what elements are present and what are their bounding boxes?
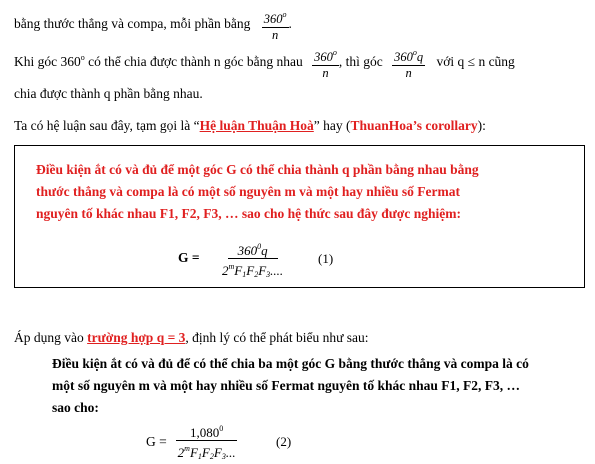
para-part1: Áp dụng vào xyxy=(14,330,88,345)
corollary-name-vi: Hệ luận Thuận Hoà xyxy=(199,118,314,133)
eq1-F: F xyxy=(234,263,243,278)
line4-part3: ): xyxy=(477,118,486,133)
line4-part1: Ta có hệ luận sau đây, tạm gọi là “ xyxy=(14,118,200,133)
eq2-lhs: G = xyxy=(146,434,167,449)
fraction-360q-over-n xyxy=(392,46,425,80)
frac-num-tail: q xyxy=(416,50,424,64)
eq2-den-tail: ... xyxy=(225,445,236,460)
box-line-3: nguyên tố khác nhau F1, F2, F3, … sao cho hệ thức sau đây được nghiệm: xyxy=(36,206,461,221)
frac-num: 360 xyxy=(314,50,333,64)
frac-num: 360 xyxy=(263,12,283,26)
box-line-2: thước thẳng và compa là có một số nguyên m và một hay nhiều số Fermat xyxy=(36,184,460,199)
eq2-label: (2) xyxy=(276,434,292,449)
eq1-num: 360 xyxy=(237,243,258,258)
eq1-sub3: 3 xyxy=(266,270,271,279)
eq1-den-base: 2 xyxy=(222,263,229,278)
degree-sup: o xyxy=(332,48,337,57)
degree-sup: o xyxy=(80,53,85,63)
eq1-lhs: G = xyxy=(178,250,200,265)
eq2-F: F xyxy=(213,445,222,460)
equation-1 xyxy=(222,240,283,281)
fraction-360-over-n-2 xyxy=(312,46,339,80)
eq1-num-sup: 0 xyxy=(257,242,262,251)
text-line-1 xyxy=(14,8,292,42)
eq2-sub2: 2 xyxy=(209,452,214,461)
degree-sup: o xyxy=(282,10,287,19)
eq2-F: F xyxy=(189,445,198,460)
case-q3: trường hợp q = 3 xyxy=(87,330,186,345)
equation-2 xyxy=(176,422,237,463)
eq2-den-base: 2 xyxy=(177,445,185,460)
eq2-fraction xyxy=(176,422,237,463)
eq1-F: F xyxy=(246,263,255,278)
text-line-2 xyxy=(14,46,515,80)
line2-part4: với q ≤ n cũng xyxy=(436,54,515,70)
thm-line-2: một số nguyên m và một hay nhiều số Fermat nguyên tố khác nhau F1, F2, F3, … xyxy=(52,378,521,393)
para-part2: , định lý có thể phát biểu như sau: xyxy=(185,330,369,345)
thm-line-1: Điều kiện ắt có và đủ để có thể chia ba một góc G bằng thước thẳng và compa là có xyxy=(52,356,529,371)
line1-end: . xyxy=(288,16,292,32)
text-line-4 xyxy=(14,118,486,134)
text-paragraph xyxy=(14,330,369,346)
eq2-F: F xyxy=(201,445,210,460)
text-line-3: chia được thành q phần bằng nhau. xyxy=(14,86,203,101)
frac-den: n xyxy=(322,66,329,80)
line4-part2: ” hay ( xyxy=(313,118,351,133)
eq1-den-tail: .... xyxy=(270,263,284,278)
eq1-num-tail: q xyxy=(261,243,268,258)
eq1-sub2: 2 xyxy=(254,270,259,279)
eq2-sub1: 1 xyxy=(197,452,202,461)
eq2-num-sup: 0 xyxy=(219,424,224,433)
eq1-label: (1) xyxy=(318,251,334,266)
eq2-den-sup: m xyxy=(184,444,190,453)
frac-den: n xyxy=(272,28,279,42)
box-line-1: Điều kiện ắt có và đủ để một góc G có thể chia thành q phần bằng nhau bằng xyxy=(36,162,479,177)
line2-part3: , thì góc xyxy=(338,54,383,70)
thm-line-3: sao cho: xyxy=(52,400,99,415)
line1-text: bằng thước thẳng và compa, mỗi phần bằng xyxy=(14,16,251,32)
corollary-name-en: ThuanHoa’s corollary xyxy=(350,118,478,133)
line2-part1: Khi góc 360 xyxy=(14,54,81,70)
frac-num: 360 xyxy=(394,50,413,64)
fraction-360-over-n xyxy=(262,8,289,42)
eq1-den-sup: m xyxy=(228,262,235,271)
eq2-num: 1,080 xyxy=(190,425,220,440)
line2-part2: có thể chia được thành n góc bằng nhau xyxy=(84,54,303,70)
eq1-F: F xyxy=(258,263,267,278)
frac-den: n xyxy=(405,66,412,80)
eq1-fraction xyxy=(222,240,283,281)
degree-sup: o xyxy=(412,48,417,57)
eq1-sub1: 1 xyxy=(242,270,247,279)
eq2-sub3: 3 xyxy=(221,452,226,461)
